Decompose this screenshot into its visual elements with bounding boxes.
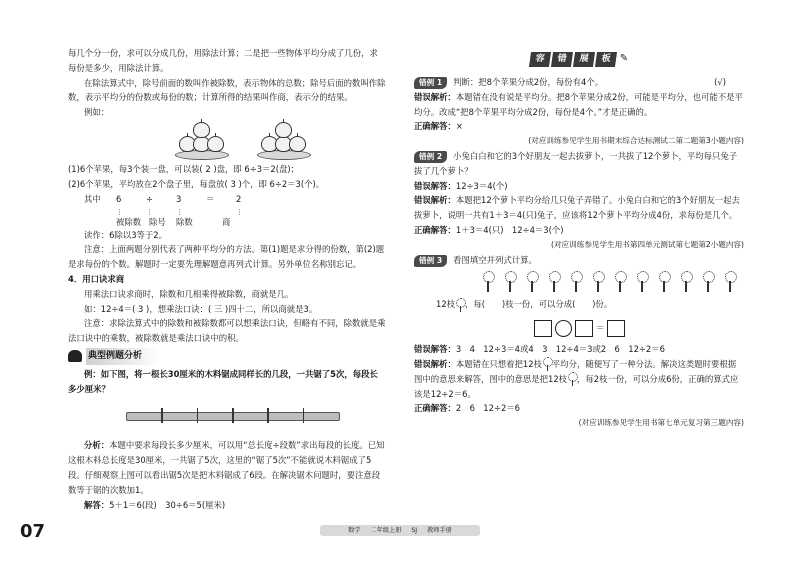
title-char: 错 bbox=[551, 52, 573, 67]
equation-pointers: ⋮ ⋮ ⋮ ⋮ bbox=[116, 207, 243, 216]
flower-icon bbox=[567, 372, 577, 386]
flower-icon bbox=[634, 271, 650, 293]
reference-note: (对应训练参见学生用书期末综合达标测试二第二题第3小题内容) bbox=[528, 136, 744, 146]
note: 注意：上面两题分别代表了两种平均分的方法。第(1)题是求分得的份数，第(2)题是求每份的个数。解题时一定要先理解题意再列式计算。另外单位名称别忘记。 bbox=[68, 244, 385, 270]
example-line: (1)6个苹果，每3个装一盘，可以装( 2 )盘，即 6÷3＝2(盘)； bbox=[68, 163, 300, 174]
answer-box bbox=[534, 320, 552, 337]
footer-grade: 二年级上册 bbox=[370, 527, 402, 534]
flower-icon bbox=[546, 271, 562, 293]
check-mark: (√) bbox=[714, 77, 726, 87]
flower-icon bbox=[590, 271, 606, 293]
division-equation: 其中 6 ÷ 3 ＝ 2 bbox=[84, 193, 242, 204]
wrong-analysis: 错误解析：本题错在没有说是平均分。把8个苹果分成2份，可能是平均分，也可能不是平均分。改成“把8个苹果平均分成2份，每份是4个。”才是正确的。 bbox=[414, 91, 743, 117]
pencil-icon: ✎ bbox=[619, 53, 629, 64]
example-problem: 例：如下图，将一根长30厘米的木料锯成同样长的几段，一共锯了5次，每段长多少厘米？ bbox=[68, 368, 378, 394]
flower-icon bbox=[700, 271, 716, 293]
correct-answer: 正确解答：1＋3＝4(只) 12÷4＝3(个) bbox=[414, 224, 564, 235]
wood-stick-diagram bbox=[126, 400, 338, 434]
right-column bbox=[414, 0, 744, 431]
footer-bar bbox=[320, 525, 480, 536]
flower-icon bbox=[542, 357, 552, 371]
page-title bbox=[414, 52, 744, 67]
cut-mark bbox=[197, 408, 199, 423]
error-example-3: 错例 3 看图填空并列式计算。 bbox=[414, 253, 744, 268]
answer-box bbox=[607, 320, 625, 337]
error-example-1: 错例 1 判断：把8个苹果分成2份，每份有4个。 (√) bbox=[414, 75, 744, 90]
title-char: 展 bbox=[573, 52, 595, 67]
reference-note: (对应训练参见学生用书第四单元测试第七题第2小题内容) bbox=[550, 239, 744, 249]
flower-icon bbox=[524, 271, 540, 293]
analysis: 分析：本题中要求每段长多少厘米，可以用“总长度÷段数”求出每段的长度。已知这根木料总长度是30厘米，一共锯了5次，这里的“锯了5次”不能就说木料锯成了5段。仔细观察上图可以看出锯5次是把木料锯成了6段。在解决锯木问题时，要注意段数等于锯的次数加1。 bbox=[68, 440, 385, 495]
flower-icon bbox=[480, 271, 496, 293]
flower-icon bbox=[568, 271, 584, 293]
title-char: 容 bbox=[529, 52, 551, 67]
answer-boxes: ＝ bbox=[534, 320, 744, 336]
cut-mark bbox=[161, 408, 163, 423]
reference-note: (对应训练参见学生用书第七单元复习第三题内容) bbox=[578, 418, 744, 428]
error-example-2: 错例 2 小兔白白和它的3个好朋友一起去拔萝卜，一共拔了12个萝卜，平均每只兔子拔了几个萝卜？ bbox=[414, 150, 738, 176]
fill-in-question: 12枝 ，每( )枝一份，可以分成( )份。 bbox=[436, 297, 744, 312]
error-tag: 错例 3 bbox=[414, 255, 447, 267]
section-title: 典型例题分析 bbox=[86, 348, 160, 365]
paragraph: 每几个分一份，求可以分成几份，用除法计算；二是把一些物体平均分成了几份，求每份是多少，用除法计算。 bbox=[68, 48, 378, 73]
footer-book: 教师手册 bbox=[427, 527, 452, 534]
wrong-analysis: 错误解析：本题错在只想着把12枝 平均分，随便写了一种分法。解决这类题时要根据图中的意思来解答，图中的意思是把12枝 ，每2枝一份，可以分成6份，正确的算式应该是12÷2＝6。 bbox=[414, 358, 739, 399]
footer-edition: SJ bbox=[411, 527, 418, 534]
error-tag: 错例 2 bbox=[414, 151, 447, 163]
flower-icon bbox=[612, 271, 628, 293]
correct-answer: 正确解答：2 6 12÷2＝6 bbox=[414, 403, 520, 414]
title-char: 板 bbox=[595, 52, 617, 67]
flower-icon bbox=[502, 271, 518, 293]
operator-circle bbox=[555, 320, 572, 337]
example-label: 例如： bbox=[84, 107, 110, 118]
flower-icon bbox=[722, 271, 738, 293]
section-banner bbox=[68, 348, 386, 365]
correct-answer: 正确解答：× bbox=[414, 121, 463, 132]
equation-labels: 被除数 除号 除数 商 bbox=[116, 216, 231, 227]
flower-icon bbox=[656, 271, 672, 293]
answer: 解答：5＋1＝6(段) 30÷6＝5(厘米) bbox=[84, 499, 226, 510]
read-as: 读作：6除以3等于2。 bbox=[84, 229, 167, 240]
paragraph: 用乘法口诀求商时，除数和几相乘得被除数，商就是几。 bbox=[84, 288, 294, 299]
error-tag: 错例 1 bbox=[414, 77, 447, 89]
answer-box bbox=[575, 320, 593, 337]
example-line: (2)6个苹果，平均放在2个盘子里，每盘放( 3 )个，即 6÷2＝3(个)。 bbox=[68, 178, 325, 189]
heart-icon bbox=[68, 350, 82, 362]
flower-icon bbox=[678, 271, 694, 293]
footer-subject: 数学 bbox=[348, 527, 361, 534]
cut-mark bbox=[232, 408, 234, 423]
flower-icon bbox=[455, 298, 465, 312]
wrong-analysis: 错误解析：本题把12个萝卜平均分给几只兔子弄错了。小兔白白和它的3个好朋友一起去拔萝卜，说明一共有1＋3＝4(只)兔子，应该将12个萝卜平均分成4份，求每份是几个。 bbox=[414, 195, 740, 221]
page-number: 07 bbox=[20, 521, 46, 542]
note: 注意：求除法算式中的除数和被除数都可以想乘法口诀，但略有不同，除数就是乘法口诀中的乘数，被除数就是乘法口诀中的积。 bbox=[68, 318, 386, 344]
flower-illustration bbox=[478, 271, 738, 293]
paragraph: 在除法算式中，除号前面的数叫作被除数，表示物体的总数；除号后面的数叫作除数，表示平均分的份数或每份的数；计算所得的结果叫作商，表示分的结果。 bbox=[68, 77, 386, 103]
apple-plates-illustration bbox=[98, 122, 386, 162]
wrong-answer: 错误解答：3 4 12÷3＝4或4 3 12÷4＝3或2 6 12÷2＝6 bbox=[414, 344, 665, 355]
cut-mark bbox=[267, 408, 269, 423]
wrong-answer: 错误解答：12÷3＝4(个) bbox=[414, 180, 508, 191]
section-heading: 4．用口诀求商 bbox=[68, 273, 125, 284]
plate-of-apples bbox=[257, 122, 309, 162]
cut-mark bbox=[303, 408, 305, 423]
plate-of-apples bbox=[175, 122, 227, 162]
paragraph: 如：12÷4＝( 3 )，想乘法口诀：( 三 )四十二，所以商就是3。 bbox=[84, 303, 318, 314]
left-column bbox=[68, 0, 386, 512]
